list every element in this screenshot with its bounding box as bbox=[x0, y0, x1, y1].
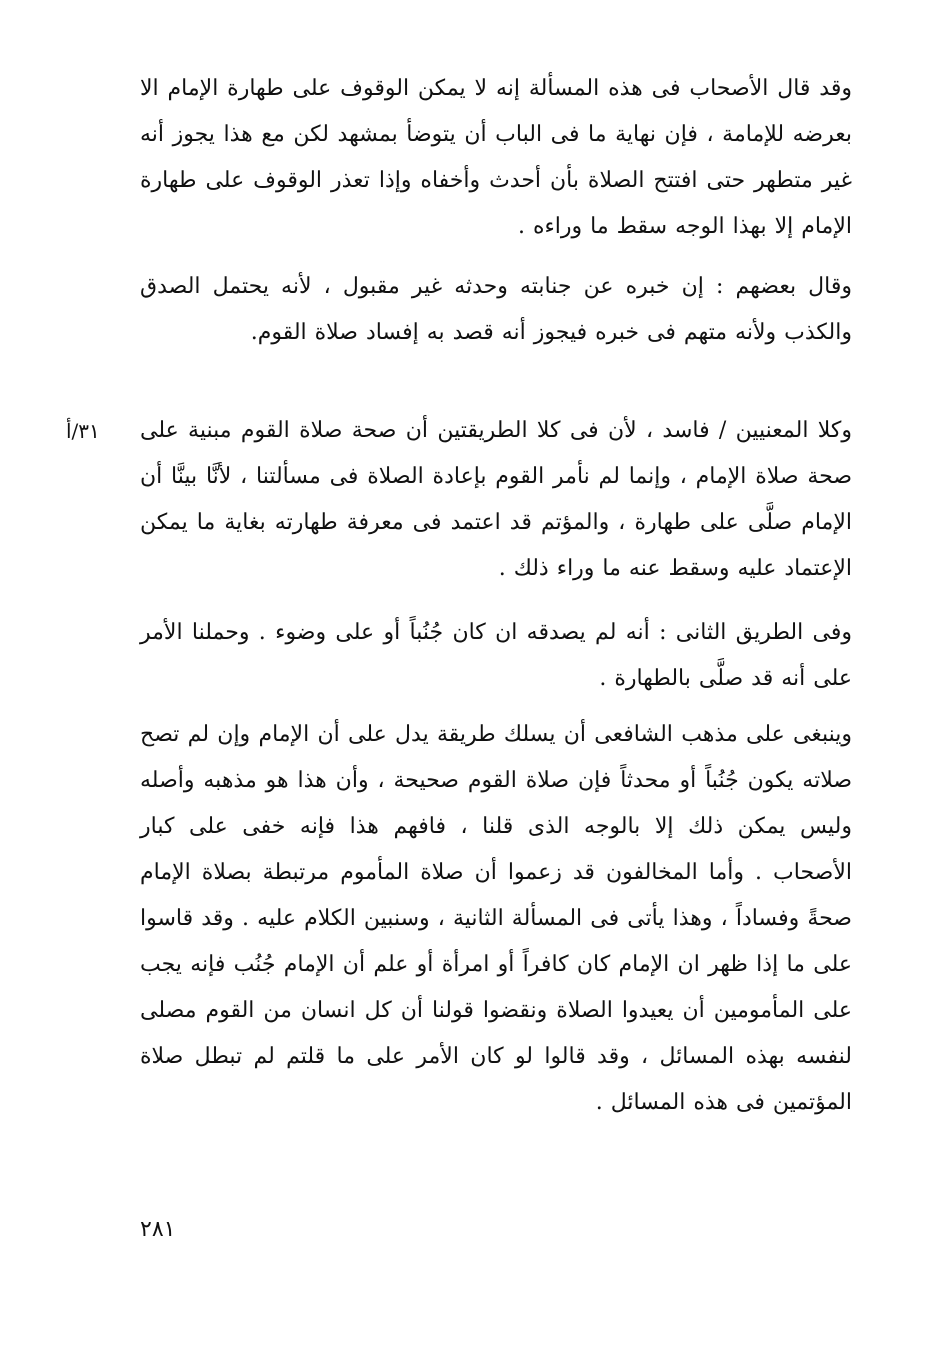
page-number: ٢٨١ bbox=[140, 1217, 176, 1242]
paragraph-1: وقد قال الأصحاب فى هذه المسألة إنه لا يمكن الوقوف على طهارة الإمام الا بعرضه للإمامة ، فإن نهاية ما فى الباب أن يتوضأ بمشهد لكن مع هذا يجوز أنه غير متطهر حتى افتتح الصلاة بأن أحدث وأخفاه وإذا تعذر الوقوف على طهارة الإمام إلا بهذا الوجه سقط ما وراءه . bbox=[140, 76, 852, 239]
paragraph-5: وينبغى على مذهب الشافعى أن يسلك طريقة يدل على أن الإمام وإن لم تصح صلاته يكون جُنُباً أو محدثاً فإن صلاة القوم صحيحة ، وأن هذا هو مذهبه وأصله وليس يمكن ذلك إلا بالوجه الذى قلنا ، فافهم هذا فإنه خفى على كبار الأصحاب . وأما المخالفون قد زعموا أن صلاة المأموم مرتبطة بصلاة الإمام صحةً وفساداً ، وهذا يأتى فى المسألة الثانية ، وسنبين الكلام عليه . وقد قاسوا على ما إذا ظهر ان الإمام كان كافراً أو امرأة أو علم أن الإمام جُنُب فإنه يجب على المأمومين أن يعيدوا الصلاة ونقضوا قولنا أن كل انسان من القوم مصلى لنفسه بهذه المسائل ، وقد قالوا لو كان الأمر على ما قلتم لم تبطل صلاة المؤتمين فى هذه المسائل . bbox=[140, 722, 852, 1115]
paragraph-3: وكلا المعنيين / فاسد ، لأن فى كلا الطريقتين أن صحة صلاة القوم مبنية على صحة صلاة الإمام ، وإنما لم نأمر القوم بإعادة الصلاة فى مسألتنا ، لأنَّا بينَّا أن الإمام صلَّى على طهارة ، والمؤتم قد اعتمد فى معرفة طهارته بغاية ما يمكن الإعتماد عليه وسقط عنه ما وراء ذلك . bbox=[140, 418, 852, 581]
folio-marker: ٣١/أ bbox=[66, 419, 100, 443]
paragraph-2: وقال بعضهم : إن خبره عن جنابته وحدثه غير مقبول ، لأنه يحتمل الصدق والكذب ولأنه متهم فى خبره فيجوز أنه قصد به إفساد صلاة القوم. bbox=[140, 274, 852, 345]
paragraph-4: وفى الطريق الثانى : أنه لم يصدقه ان كان جُنُباً أو على وضوء . وحملنا الأمر على أنه قد صلَّى بالطهارة . bbox=[140, 620, 852, 691]
